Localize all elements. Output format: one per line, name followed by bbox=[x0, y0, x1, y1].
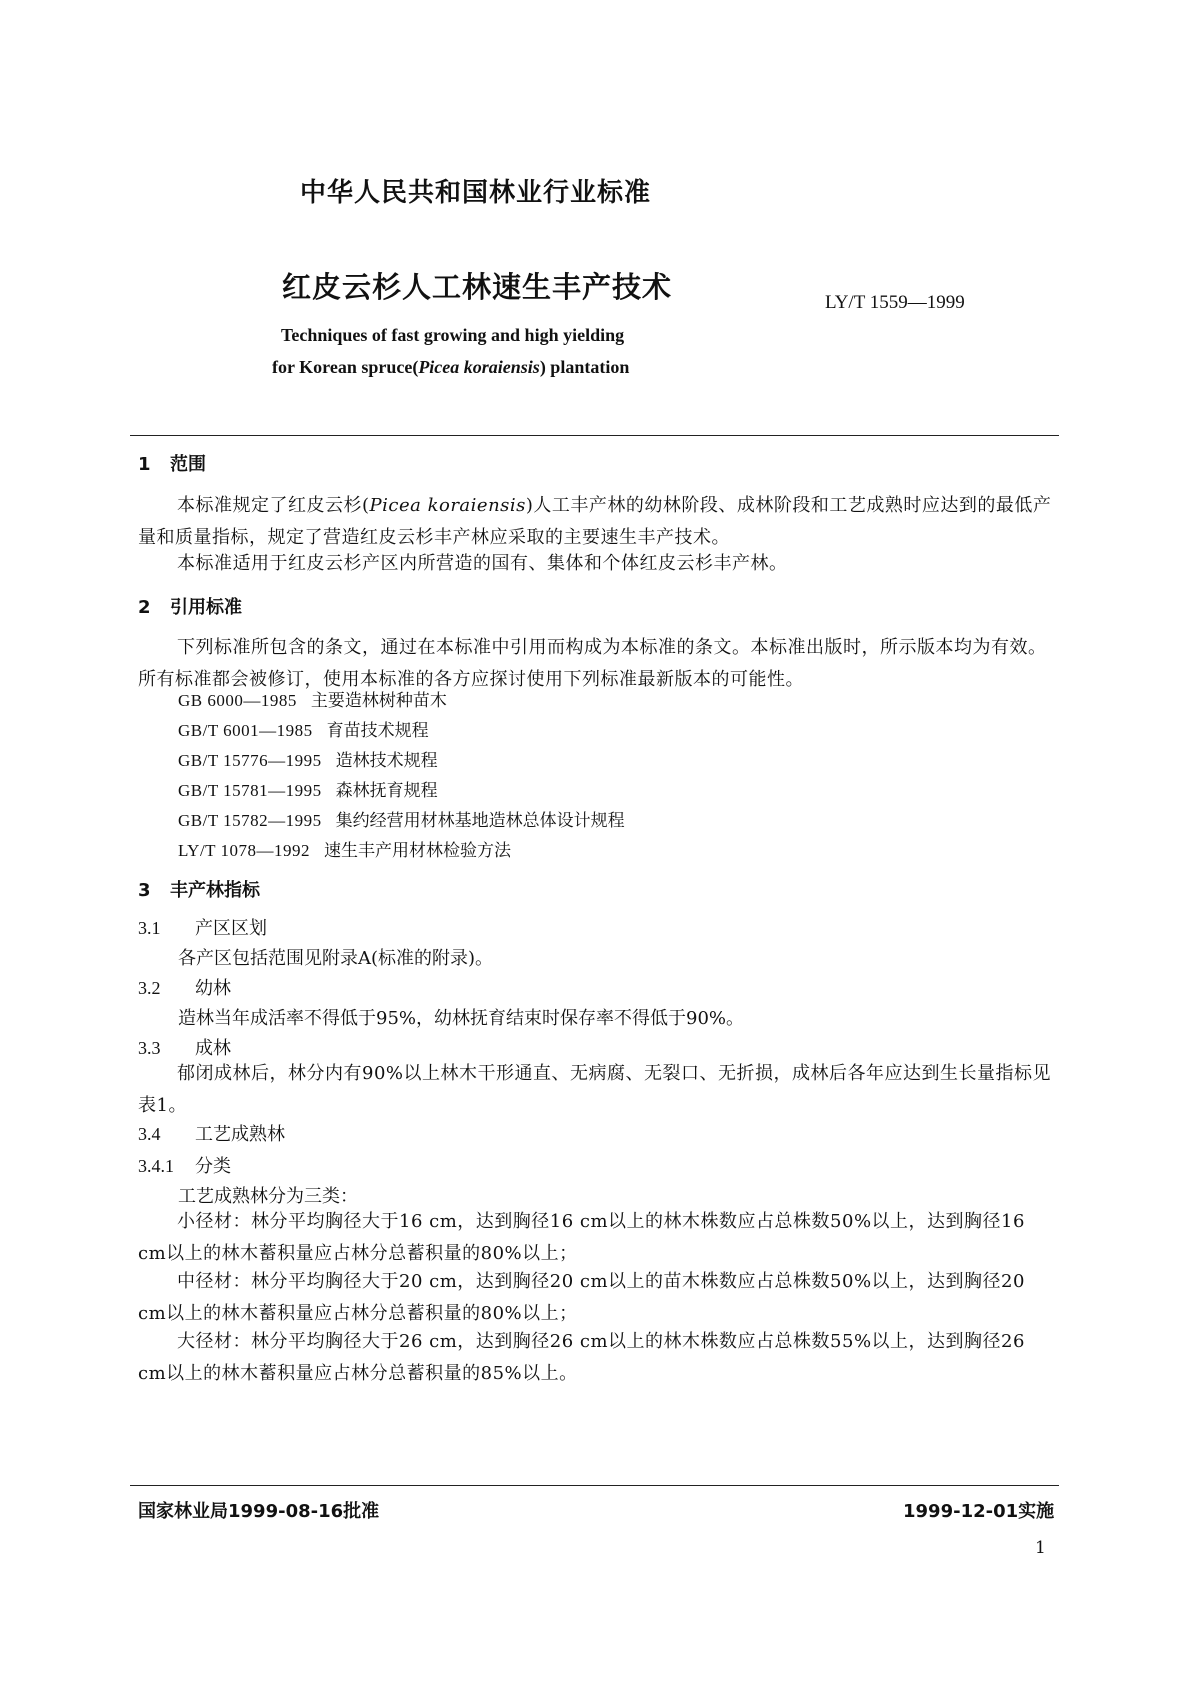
subsection-3-1-text: 各产区包括范围见附录A(标准的附录)。 bbox=[178, 948, 494, 969]
subsection-number: 3.1 bbox=[138, 918, 161, 938]
section-title: 引用标准 bbox=[170, 597, 242, 618]
title-en-species-name: Picea koraiensis bbox=[418, 357, 540, 377]
reference-item bbox=[178, 806, 625, 831]
section-title: 丰产林指标 bbox=[170, 880, 260, 901]
document-title-cn: 红皮云杉人工林速生丰产技术 bbox=[282, 270, 673, 304]
species-name: Picea koraiensis bbox=[369, 495, 526, 516]
section-1-paragraph-2: 本标准适用于红皮云杉产区内所营造的国有、集体和个体红皮云杉丰产林。 bbox=[177, 553, 788, 574]
section-2-paragraph-1: 下列标准所包含的条文，通过在本标准中引用而构成为本标准的条文。本标准出版时，所示版本均为有效。所有标准都会被修订，使用本标准的各方应探讨使用下列标准最新版本的可能性。 bbox=[138, 637, 1047, 690]
subsection-3-3-heading bbox=[138, 1034, 231, 1060]
subsection-number: 3.4 bbox=[138, 1124, 161, 1144]
subsection-number: 3.4.1 bbox=[138, 1156, 174, 1176]
reference-name: 主要造林树种苗木 bbox=[310, 691, 447, 711]
reference-name: 集约经营用材林基地造林总体设计规程 bbox=[335, 811, 625, 831]
class-large-diameter: 大径材：林分平均胸径大于26 cm，达到胸径26 cm以上的林木株数应占总株数55%以上，达到胸径26 cm以上的林木蓄积量应占林分总蓄积量的85%以上。 bbox=[138, 1331, 1025, 1384]
subsection-title: 产区区划 bbox=[195, 918, 267, 939]
section-1-heading bbox=[138, 450, 206, 476]
reference-code: GB 6000—1985 bbox=[178, 691, 297, 710]
section-3-heading bbox=[138, 876, 260, 902]
subsection-3-4-1-heading bbox=[138, 1152, 231, 1178]
reference-item bbox=[178, 686, 447, 711]
standard-category-title: 中华人民共和国林业行业标准 bbox=[300, 178, 652, 208]
section-1-paragraph-1: 本标准规定了红皮云杉(Picea koraiensis)人工丰产林的幼林阶段、成林阶段和工艺成熟时应达到的最低产量和质量指标，规定了营造红皮云杉丰产林应采取的主要速生丰产技术。 bbox=[138, 495, 1052, 548]
subsection-number: 3.2 bbox=[138, 978, 161, 998]
title-en-line2-part-c: ) plantation bbox=[539, 357, 630, 377]
reference-code: GB/T 15782—1995 bbox=[178, 811, 322, 830]
subsection-3-1-heading bbox=[138, 914, 267, 940]
reference-name: 森林抚育规程 bbox=[335, 781, 438, 801]
subsection-title: 分类 bbox=[195, 1156, 231, 1177]
class-medium-diameter: 中径材：林分平均胸径大于20 cm，达到胸径20 cm以上的苗木株数应占总株数50%以上，达到胸径20 cm以上的林木蓄积量应占林分总蓄积量的80%以上； bbox=[138, 1271, 1025, 1324]
subsection-3-3-text: 郁闭成林后，林分内有90%以上林木干形通直、无病腐、无裂口、无折损，成林后各年应达到生长量指标见表1。 bbox=[138, 1063, 1052, 1116]
standard-code: LY/T 1559—1999 bbox=[825, 292, 965, 313]
subsection-3-4-heading bbox=[138, 1120, 285, 1146]
reference-code: GB/T 6001—1985 bbox=[178, 721, 313, 740]
reference-name: 速生丰产用材林检验方法 bbox=[324, 841, 512, 861]
section-number: 2 bbox=[138, 597, 151, 618]
section-number: 1 bbox=[138, 454, 151, 475]
reference-name: 育苗技术规程 bbox=[326, 721, 429, 741]
title-en-line2-part-a: for Korean spruce( bbox=[272, 357, 419, 377]
subsection-number: 3.3 bbox=[138, 1038, 161, 1058]
implementation-date: 1999-12-01实施 bbox=[903, 1501, 1055, 1522]
page-number: 1 bbox=[1035, 1538, 1046, 1558]
reference-item bbox=[178, 716, 429, 741]
section-number: 3 bbox=[138, 880, 151, 901]
document-title-en-line1: Techniques of fast growing and high yielding bbox=[281, 325, 625, 345]
reference-name: 造林技术规程 bbox=[335, 751, 438, 771]
section-2-heading bbox=[138, 593, 242, 619]
subsection-title: 工艺成熟林 bbox=[195, 1124, 285, 1145]
document-title-en-line2 bbox=[272, 357, 629, 378]
section-title: 范围 bbox=[170, 454, 206, 475]
class-small-diameter: 小径材：林分平均胸径大于16 cm，达到胸径16 cm以上的林木株数应占总株数50%以上，达到胸径16 cm以上的林木蓄积量应占林分总蓄积量的80%以上； bbox=[138, 1211, 1025, 1264]
reference-item bbox=[178, 776, 438, 801]
subsection-3-2-heading bbox=[138, 974, 231, 1000]
reference-code: LY/T 1078—1992 bbox=[178, 841, 311, 860]
subsection-title: 成林 bbox=[195, 1038, 231, 1059]
reference-item bbox=[178, 836, 511, 861]
header-divider bbox=[130, 435, 1059, 436]
subsection-3-2-text: 造林当年成活率不得低于95%，幼林抚育结束时保存率不得低于90%。 bbox=[178, 1008, 745, 1029]
reference-item bbox=[178, 746, 438, 771]
reference-code: GB/T 15781—1995 bbox=[178, 781, 322, 800]
reference-code: GB/T 15776—1995 bbox=[178, 751, 322, 770]
footer-divider bbox=[130, 1485, 1059, 1486]
subsection-title: 幼林 bbox=[195, 978, 231, 999]
approval-statement: 国家林业局1999-08-16批准 bbox=[138, 1501, 380, 1522]
subsection-3-4-1-intro: 工艺成熟林分为三类： bbox=[178, 1186, 358, 1207]
